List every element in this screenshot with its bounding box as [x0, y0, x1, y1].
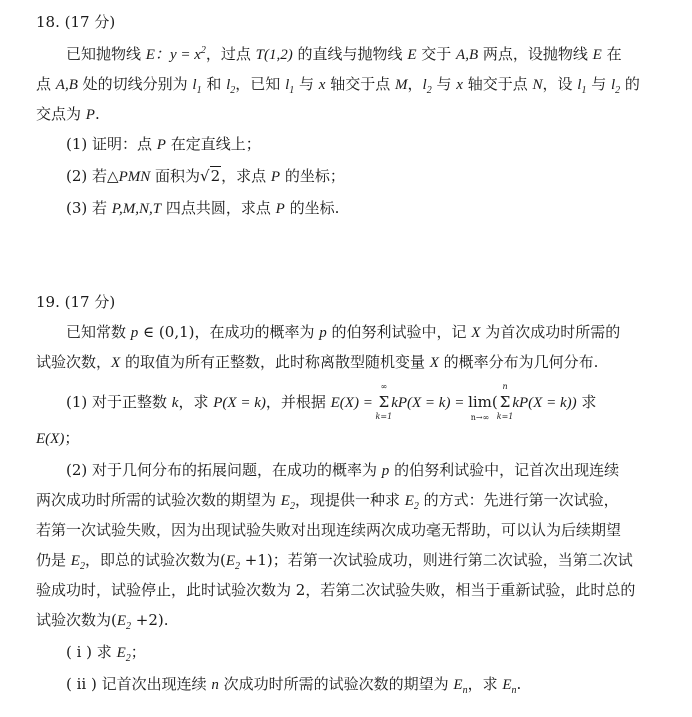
- math: E: [407, 47, 417, 63]
- math: p: [319, 325, 327, 341]
- text: 轴交于点: [462, 75, 533, 93]
- math: X: [471, 325, 481, 341]
- text: 已知常数: [66, 323, 131, 341]
- math: [116, 613, 132, 632]
- sup: 2: [200, 45, 206, 56]
- text: 在定直线上；: [165, 135, 261, 153]
- math: P: [275, 201, 285, 217]
- math: A,B: [55, 77, 78, 93]
- sub: 1: [196, 85, 202, 96]
- math: [453, 677, 468, 696]
- math: E(X) =: [330, 395, 377, 411]
- text: 的取值为所有正整数，此时称离散型随机变量: [120, 353, 430, 371]
- text: 交点为: [36, 105, 86, 123]
- text: 与: [586, 75, 611, 93]
- sub: 2: [230, 85, 236, 96]
- math: E：y = x: [145, 47, 201, 63]
- math: E: [116, 645, 126, 661]
- math: A,B: [456, 47, 479, 63]
- q19-subpart-i: [66, 642, 146, 663]
- q19-part-2-line-1: [66, 460, 619, 481]
- text: 交于: [416, 45, 457, 63]
- sub: n: [462, 685, 468, 696]
- text: 轴交于点: [325, 75, 396, 93]
- sub: 2: [426, 85, 432, 96]
- math: [226, 77, 236, 96]
- q19-part-2-line-6: [36, 610, 169, 631]
- q18-line-1: [66, 44, 622, 65]
- sum-operator-1: [375, 382, 393, 421]
- math: p: [130, 325, 139, 341]
- text: 试验次数为(: [36, 611, 117, 629]
- math: n: [211, 677, 219, 693]
- math: l: [285, 77, 290, 93]
- q18-header-text: 18. (17 分): [36, 13, 116, 31]
- q18-line-3: [36, 104, 100, 125]
- text: ，设: [542, 75, 578, 93]
- math: X: [429, 355, 439, 371]
- math: P: [270, 169, 281, 185]
- text: 仍是: [36, 551, 71, 569]
- text: .: [516, 675, 522, 693]
- lim-word: lim: [468, 393, 492, 411]
- math: E(X): [36, 431, 65, 447]
- sum-sign: Σ: [499, 393, 511, 411]
- text: .: [94, 105, 100, 123]
- text: 四点共圆，求点: [161, 199, 276, 217]
- math: P,M,N,T: [111, 201, 162, 217]
- text: ；: [130, 643, 146, 661]
- text: 的方式：先进行第一次试验，: [418, 491, 619, 509]
- math: x: [318, 77, 326, 93]
- q19-subpart-ii: [66, 674, 521, 695]
- text: ∈ (0,1)，在成功的概率为: [138, 323, 320, 341]
- sqrt-radicand: 2: [210, 167, 221, 185]
- math: l: [577, 77, 582, 93]
- text: 面积为: [150, 167, 201, 185]
- math: [404, 493, 419, 512]
- lim-operator: [468, 392, 492, 422]
- text: 次成功时所需的试验次数的期望为: [218, 675, 454, 693]
- math: [610, 77, 621, 96]
- sum-lower: k=1: [375, 412, 393, 421]
- sub: 2: [125, 653, 131, 664]
- math: [285, 77, 295, 96]
- text: ；: [64, 429, 80, 447]
- math: l: [226, 77, 231, 93]
- text: 的概率分布为几何分布.: [438, 353, 599, 371]
- sum-lower: k=1: [496, 412, 514, 421]
- math: l: [610, 77, 616, 93]
- text: 和: [201, 75, 227, 93]
- math: X: [111, 355, 121, 371]
- math: x: [456, 77, 463, 93]
- text: ，过点: [205, 45, 256, 63]
- text: 验成功时，试验停止，此时试验次数为 2，若第二次试验失败，相当于重新试验，此时总的: [36, 581, 636, 599]
- text: 为首次成功时所需的: [480, 323, 621, 341]
- math: E: [116, 613, 127, 629]
- text: 试验次数，: [36, 353, 112, 371]
- text: (1) 对于正整数: [66, 393, 172, 411]
- sum-sign: Σ: [378, 393, 390, 411]
- math: [225, 553, 240, 572]
- math: P(X = k): [213, 395, 266, 411]
- math: P: [85, 107, 95, 123]
- text: 的伯努利试验中，记: [326, 323, 472, 341]
- text: ，已知: [235, 75, 286, 93]
- math: PMN: [118, 169, 151, 185]
- sub: 2: [234, 561, 240, 572]
- math: M: [395, 77, 408, 93]
- math: k: [171, 395, 179, 411]
- text: +1)；若第一次试验成功，则进行第二次试验，当第二次试: [239, 551, 633, 569]
- text: 两点，设抛物线: [478, 45, 593, 63]
- text: ( ⅱ ) 记首次出现连续: [66, 675, 212, 693]
- math: E: [225, 553, 235, 569]
- q18-part-1: [66, 134, 261, 155]
- sub: 1: [581, 85, 587, 96]
- text: 求: [576, 393, 597, 411]
- text: 的伯努利试验中，记首次出现连续: [389, 461, 620, 479]
- text: ，求: [467, 675, 503, 693]
- text: 已知抛物线: [66, 45, 146, 63]
- lim-lower: n→∞: [470, 413, 490, 422]
- q19-part-2-line-5: [36, 580, 635, 600]
- text: 处的切线分别为: [77, 75, 193, 93]
- math: [502, 677, 517, 696]
- text: 的: [620, 75, 640, 93]
- sum-upper: ∞: [380, 382, 388, 391]
- text: (2) 对于几何分布的拓展问题，在成功的概率为: [66, 461, 382, 479]
- text: (2) 若△: [66, 167, 119, 185]
- text: ，并根据: [265, 393, 331, 411]
- q19-part-2-line-2: [36, 490, 619, 511]
- text: (3) 若: [66, 199, 112, 217]
- text: 的直线与抛物线: [292, 45, 408, 63]
- q19-line-1: [66, 322, 620, 343]
- math: E: [280, 493, 290, 509]
- math: [146, 47, 206, 63]
- math: E: [404, 493, 414, 509]
- math: [116, 645, 131, 664]
- text: (: [491, 393, 498, 411]
- math: [422, 77, 432, 96]
- math: p: [381, 463, 390, 479]
- math: E: [70, 553, 80, 569]
- math: [70, 553, 85, 572]
- text: 在: [601, 45, 622, 63]
- math: P: [156, 137, 166, 153]
- math: E: [502, 677, 512, 693]
- text: 与: [294, 75, 319, 93]
- sum-upper: n: [502, 382, 508, 391]
- text: 两次成功时所需的试验次数的期望为: [36, 491, 281, 509]
- sub: n: [511, 685, 517, 696]
- q19-part-2-line-4: [36, 550, 633, 571]
- math: kP(X = k) =: [391, 395, 469, 411]
- q18-header: [36, 12, 115, 32]
- math: [280, 493, 295, 512]
- text: 点: [36, 75, 56, 93]
- text: ，求点: [221, 167, 271, 185]
- math: kP(X = k)): [512, 395, 577, 411]
- text: 与: [431, 75, 457, 93]
- math: l: [192, 77, 197, 93]
- text: ，: [407, 75, 423, 93]
- q19-header-text: 19. (17 分): [36, 293, 116, 311]
- q19-part-2-line-3: [36, 520, 621, 540]
- sub: 2: [413, 501, 419, 512]
- math: T(1,2): [255, 47, 293, 63]
- sub: 2: [79, 561, 85, 572]
- q19-header: [36, 292, 115, 312]
- sub: 1: [289, 85, 295, 96]
- q19-line-2: [36, 352, 598, 373]
- text: ，求: [178, 393, 214, 411]
- q19-line-4: [36, 428, 79, 449]
- sub: 2: [615, 85, 621, 96]
- text: 的坐标.: [284, 199, 340, 217]
- math: E: [592, 47, 602, 63]
- text: ，即总的试验次数为(: [84, 551, 226, 569]
- q18-line-2: [36, 74, 640, 95]
- math: N: [532, 77, 543, 93]
- math: E: [453, 677, 463, 693]
- sqrt-sign: √: [200, 167, 210, 185]
- sum-operator-2: [496, 382, 514, 421]
- text: (1) 证明：点: [66, 135, 157, 153]
- text: 若第一次试验失败，因为出现试验失败对出现连续两次成功毫无帮助，可以认为后续期望: [36, 521, 622, 539]
- sub: 2: [289, 501, 295, 512]
- sub: 2: [126, 621, 132, 632]
- math: [192, 77, 202, 96]
- q18-part-2: [66, 166, 345, 187]
- q19-part-1: [66, 382, 597, 422]
- text: ，现提供一种求: [294, 491, 405, 509]
- text: 的坐标；: [280, 167, 345, 185]
- q18-part-3: [66, 198, 339, 219]
- text: ( ⅰ ) 求: [66, 643, 117, 661]
- text: +2).: [131, 611, 169, 629]
- math: l: [422, 77, 427, 93]
